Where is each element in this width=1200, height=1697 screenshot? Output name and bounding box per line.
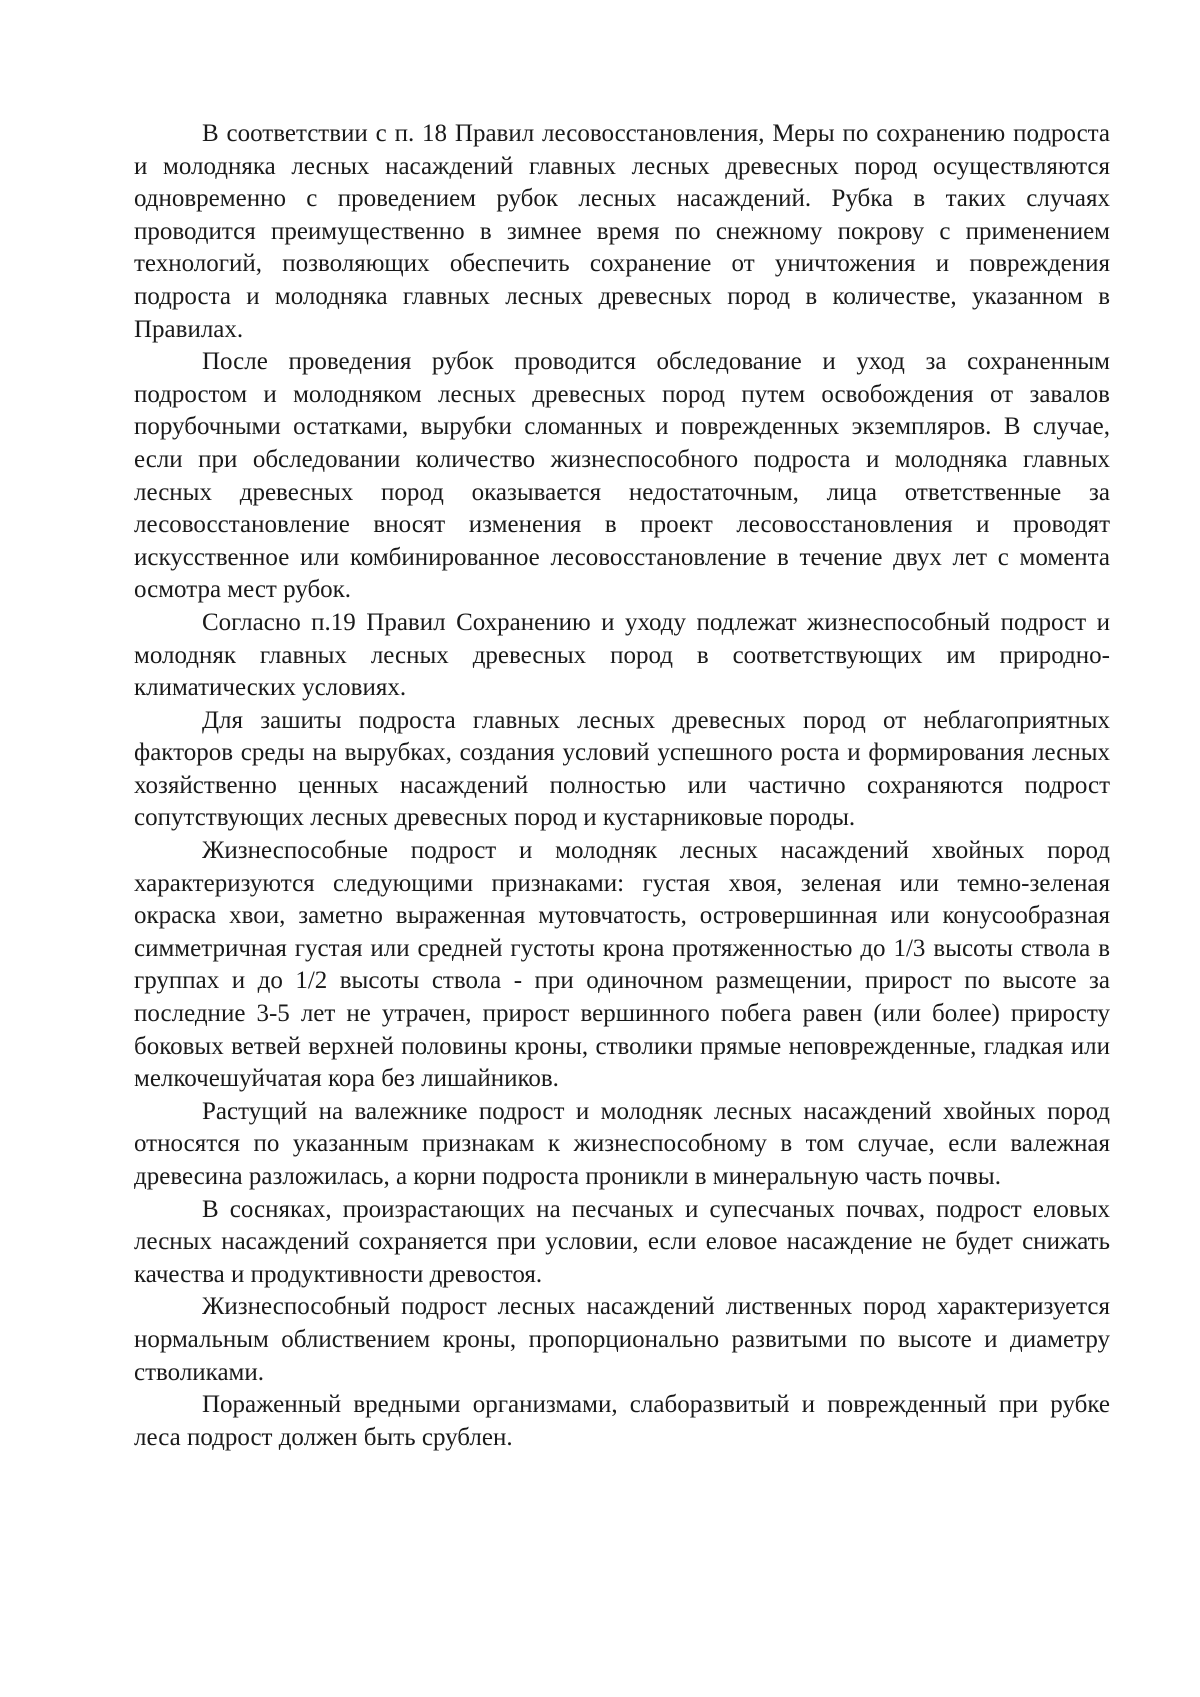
paragraph-6: Растущий на валежнике подрост и молодняк лесных насаждений хвойных пород относятся по указанным признакам к жизнеспособному в том случае, если валежная древесина разложилась, а корни подроста проникли в минеральную часть почвы.: [134, 1097, 1110, 1190]
paragraph-8: Жизнеспособный подрост лесных насаждений лиственных пород характеризуется нормальным облиствением кроны, пропорционально развитыми по высоте и диаметру стволиками.: [134, 1293, 1110, 1386]
paragraph-4: Для зашиты подроста главных лесных древесных пород от неблагоприятных факторов среды на вырубках, создания условий успешного роста и формирования лесных хозяйственно ценных насаждений полностью или частично сохраняются подрост сопутствующих лесных древесных пород и кустарниковые породы.: [134, 706, 1110, 832]
paragraph-5: Жизнеспособные подрост и молодняк лесных насаждений хвойных пород характеризуются следующими признаками: густая хвоя, зеленая или темно-зеленая окраска хвои, заметно выраженная мутовчатость, островершинная или конусообразная симметричная густая или средней густоты крона протяженностью до 1/3 высоты ствола в группах и до 1/2 высоты ствола - при одиночном размещении, прирост по высоте за последние 3-5 лет не утрачен, прирост вершинного побега равен (или более) приросту боковых ветвей верхней половины кроны, стволики прямые неповрежденные, гладкая или мелкочешуйчатая кора без лишайников.: [134, 837, 1110, 1093]
paragraph-7: В сосняках, произрастающих на песчаных и супесчаных почвах, подрост еловых лесных насаждений сохраняется при условии, если еловое насаждение не будет снижать качества и продуктивности древостоя.: [134, 1195, 1110, 1288]
paragraph-3: Согласно п.19 Правил Сохранению и уходу подлежат жизнеспособный подрост и молодняк главных лесных древесных пород в соответствующих им природно-климатических условиях.: [134, 608, 1110, 702]
paragraph-9: Пораженный вредными организмами, слаборазвитый и поврежденный при рубке леса подрост должен быть срублен.: [134, 1391, 1110, 1451]
paragraph-2: После проведения рубок проводится обследование и уход за сохраненным подростом и молодняком лесных древесных пород путем освобождения от завалов порубочными остатками, вырубки сломанных и поврежденных экземпляров. В случае, если при обследовании количество жизнеспособного подроста и молодняка главных лесных древесных пород оказывается недостаточным, лица ответственные за лесовосстановление вносят изменения в проект лесовосстановления и проводят искусственное или комбинированное лесовосстановление в течение двух лет с момента осмотра мест рубок.: [134, 348, 1110, 604]
paragraph-1: В соответствии с п. 18 Правил лесовосстановления, Меры по сохранению подроста и молодняка лесных насаждений главных лесных древесных пород осуществляются одновременно с проведением рубок лесных насаждений. Рубка в таких случаях проводится преимущественно в зимнее время по снежному покрову с применением технологий, позволяющих обеспечить сохранение от уничтожения и повреждения подроста и молодняка главных лесных древесных пород в количестве, указанном в Правилах.: [134, 120, 1110, 343]
document-body: [134, 118, 1110, 1454]
